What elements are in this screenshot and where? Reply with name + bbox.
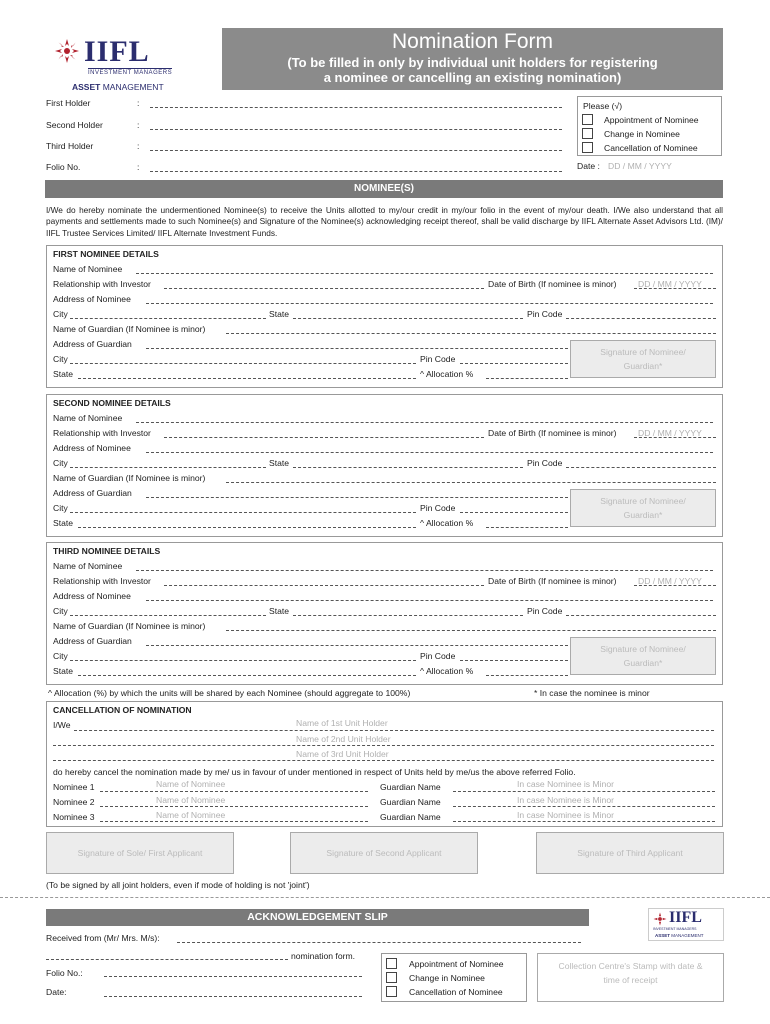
nominee-2-pin-label: Pin Code	[527, 458, 563, 468]
nominee-1-name-field[interactable]	[136, 273, 713, 274]
guardian-2-placeholder: In case Nominee is Minor	[517, 795, 614, 805]
date-field[interactable]: DD / MM / YYYY	[608, 161, 672, 171]
please-label: Please (√)	[583, 101, 623, 111]
unit-holder-2-placeholder: Name of 2nd Unit Holder	[296, 734, 391, 744]
nominee-3-guardian-state-field[interactable]	[78, 675, 416, 676]
colon: :	[137, 141, 140, 151]
ack-change-checkbox[interactable]	[386, 972, 397, 983]
nominee-1-dob-placeholder: DD / MM / YYYY	[638, 279, 702, 289]
logo	[44, 36, 194, 94]
nominee-1-state-label: State	[269, 309, 290, 319]
minor-note: * In case the nominee is minor	[534, 688, 650, 698]
first-holder-field[interactable]	[150, 107, 562, 108]
ack-date-label: Date:	[46, 987, 67, 997]
nominee-1-dob-label: Date of Birth (If nominee is minor)	[488, 279, 617, 289]
nominee-3-state-label: State	[269, 606, 290, 616]
nominee-1-name-label: Name of Nominee	[53, 264, 123, 274]
nominee-1-guardian-address-field[interactable]	[146, 348, 568, 349]
nominee-1-pin-field[interactable]	[566, 318, 716, 319]
nominee-3-name-label: Name of Nominee	[53, 561, 123, 571]
ack-change-label: Change in Nominee	[409, 973, 485, 983]
ack-logo-sub: INVESTMENT MANAGERS	[653, 927, 697, 931]
nominee-3-pin-field[interactable]	[566, 615, 716, 616]
unit-holder-2-field[interactable]	[53, 745, 714, 746]
nominee-1-allocation-label: ^ Allocation %	[420, 369, 474, 379]
nominee-2-guardian-city-label: City	[53, 503, 68, 513]
unit-holder-1-placeholder: Name of 1st Unit Holder	[296, 718, 388, 728]
cancel-nominee-1-field[interactable]	[100, 791, 368, 792]
nominee-3-guardian-city-label: City	[53, 651, 68, 661]
received-from-label: Received from (Mr/ Mrs. M/s):	[46, 933, 160, 943]
nominee-3-guardian-address-label: Address of Guardian	[53, 636, 132, 646]
nominee-1-title: FIRST NOMINEE DETAILS	[53, 249, 159, 259]
nominee-3-address-field[interactable]	[146, 600, 713, 601]
page-subtitle-line2: a nominee or cancelling an existing nomination)	[323, 70, 622, 85]
ack-folio-label: Folio No.:	[46, 968, 83, 978]
folio-label: Folio No.	[46, 162, 81, 172]
guardian-2-field[interactable]	[453, 806, 715, 807]
ack-logo	[648, 908, 724, 941]
nominee-2-dob-placeholder: DD / MM / YYYY	[638, 428, 702, 438]
guardian-1-field[interactable]	[453, 791, 715, 792]
change-label: Change in Nominee	[604, 129, 680, 139]
ack-date-field[interactable]	[104, 996, 362, 997]
nominee-1-guardian-address-label: Address of Guardian	[53, 339, 132, 349]
nominee-3-dob-placeholder: DD / MM / YYYY	[638, 576, 702, 586]
nominee-2-pin-field[interactable]	[566, 467, 716, 468]
nominee-1-relationship-field[interactable]	[164, 288, 484, 289]
nominee-3-guardian-city-field[interactable]	[70, 660, 416, 661]
cancel-nominee-3-field[interactable]	[100, 821, 368, 822]
nominee-2-relationship-field[interactable]	[164, 437, 484, 438]
nominee-1-guardian-pin-label: Pin Code	[420, 354, 456, 364]
cancellation-title: CANCELLATION OF NOMINATION	[53, 705, 192, 715]
nominee-3-allocation-label: ^ Allocation %	[420, 666, 474, 676]
declaration-text: I/We do hereby nominate the undermentioned Nominee(s) to receive the Units allotted to my/our credit in my/our folio in the event of my/our death. I/We also understand that all payments and settlements made to such Nominee(s) and Signature of the Nominee(s) acknowledging receipt thereof, shall be valid discharge by IIFL Alternate Asset Advisors Ltd. (IM)/ IIFL Trustee Services Limited/ IIFL Alternate Investment Funds.	[46, 205, 723, 238]
iwe-label: I/We	[53, 720, 71, 730]
nominee-3-state-field[interactable]	[293, 615, 523, 616]
nominee-2-guardian-address-field[interactable]	[146, 497, 568, 498]
nominee-2-guardian-name-field[interactable]	[226, 482, 716, 483]
stamp-text: Collection Centre's Stamp with date & time of receipt	[558, 961, 703, 985]
nominee-2-guardian-pin-label: Pin Code	[420, 503, 456, 513]
ack-appointment-checkbox[interactable]	[386, 958, 397, 969]
nominee-2-city-field[interactable]	[70, 467, 266, 468]
nominee-3-signature-box[interactable]: Signature of Nominee/ Guardian*	[570, 637, 716, 675]
nominee-3-allocation-field[interactable]	[486, 675, 568, 676]
nominee-2-guardian-state-field[interactable]	[78, 527, 416, 528]
page-title: Nomination Form	[391, 30, 554, 53]
nominee-3-guardian-pin-field[interactable]	[460, 660, 568, 661]
nominee-3-address-label: Address of Nominee	[53, 591, 131, 601]
second-holder-label: Second Holder	[46, 120, 103, 130]
nominee-2-signature-box[interactable]: Signature of Nominee/ Guardian*	[570, 489, 716, 527]
appointment-checkbox[interactable]	[582, 114, 593, 125]
nominee-1-city-field[interactable]	[70, 318, 266, 319]
nominee-2-state-label: State	[269, 458, 290, 468]
signature-third-applicant[interactable]: Signature of Third Applicant	[536, 832, 724, 874]
signature-second-applicant[interactable]: Signature of Second Applicant	[290, 832, 478, 874]
logo-emblem-icon	[54, 38, 80, 64]
third-holder-label: Third Holder	[46, 141, 94, 151]
guardian-2-label: Guardian Name	[380, 797, 441, 807]
nominee-1-address-label: Address of Nominee	[53, 294, 131, 304]
unit-holder-1-field[interactable]	[74, 730, 714, 731]
nominee-3-guardian-address-field[interactable]	[146, 645, 568, 646]
allocation-note: ^ Allocation (%) by which the units will be shared by each Nominee (should aggregate to 100%)	[48, 688, 411, 698]
nomination-form-field[interactable]	[46, 959, 288, 960]
guardian-1-label: Guardian Name	[380, 782, 441, 792]
nominee-3-guardian-state-label: State	[53, 666, 74, 676]
logo-brand: IIFL	[84, 35, 150, 68]
signature-first-applicant[interactable]: Signature of Sole/ First Applicant	[46, 832, 234, 874]
guardian-3-placeholder: In case Nominee is Minor	[517, 810, 614, 820]
ack-folio-field[interactable]	[104, 976, 362, 977]
ack-logo-asset: ASSET MANAGEMENT	[655, 933, 704, 938]
nominee-3-pin-label: Pin Code	[527, 606, 563, 616]
nominee-1-guardian-pin-field[interactable]	[460, 363, 568, 364]
date-label: Date :	[577, 161, 600, 171]
nominee-2-guardian-pin-field[interactable]	[460, 512, 568, 513]
cancel-nominee-3-placeholder: Name of Nominee	[156, 810, 226, 820]
colon: :	[137, 120, 140, 130]
folio-field[interactable]	[150, 171, 562, 172]
nominee-1-relationship-label: Relationship with Investor	[53, 279, 151, 289]
unit-holder-3-placeholder: Name of 3rd Unit Holder	[296, 749, 389, 759]
nominee-2-label: Nominee 2	[53, 797, 95, 807]
nominee-2-allocation-field[interactable]	[486, 527, 568, 528]
third-holder-field[interactable]	[150, 150, 562, 151]
cancellation-label: Cancellation of Nominee	[604, 143, 698, 153]
page-subtitle-line1: (To be filled in only by individual unit holders for registering	[287, 55, 658, 70]
ack-appointment-label: Appointment of Nominee	[409, 959, 504, 969]
nominee-3-dob-label: Date of Birth (If nominee is minor)	[488, 576, 617, 586]
nominee-2-name-label: Name of Nominee	[53, 413, 123, 423]
second-holder-field[interactable]	[150, 129, 562, 130]
nominee-2-city-label: City	[53, 458, 68, 468]
nominee-2-address-field[interactable]	[146, 452, 713, 453]
ack-logo-brand: IIFL	[669, 909, 702, 926]
nominee-3-relationship-label: Relationship with Investor	[53, 576, 151, 586]
cancellation-statement: do hereby cancel the nomination made by me/ us in favour of under mentioned in respect of Units held by me/us the above referred Folio.	[53, 767, 576, 777]
logo-asset-management: ASSET MANAGEMENT	[72, 82, 164, 92]
nominee-2-guardian-city-field[interactable]	[70, 512, 416, 513]
nominee-2-allocation-label: ^ Allocation %	[420, 518, 474, 528]
ack-logo-emblem-icon	[653, 912, 667, 926]
nominee-1-guardian-name-label: Name of Guardian (If Nominee is minor)	[53, 324, 206, 334]
cancel-nominee-2-field[interactable]	[100, 806, 368, 807]
unit-holder-3-field[interactable]	[53, 760, 714, 761]
appointment-label: Appointment of Nominee	[604, 115, 699, 125]
nominee-3-name-field[interactable]	[136, 570, 713, 571]
guardian-3-label: Guardian Name	[380, 812, 441, 822]
nominee-3-title: THIRD NOMINEE DETAILS	[53, 546, 161, 556]
nominee-1-state-field[interactable]	[293, 318, 523, 319]
nominee-2-dob-label: Date of Birth (If nominee is minor)	[488, 428, 617, 438]
nominee-2-guardian-address-label: Address of Guardian	[53, 488, 132, 498]
nominee-3-relationship-field[interactable]	[164, 585, 484, 586]
nominee-3-guardian-name-field[interactable]	[226, 630, 716, 631]
cancel-nominee-1-placeholder: Name of Nominee	[156, 779, 226, 789]
cut-line	[0, 897, 770, 898]
signature-note: (To be signed by all joint holders, even if mode of holding is not 'joint')	[46, 880, 310, 890]
nominee-3-city-label: City	[53, 606, 68, 616]
nominee-2-guardian-state-label: State	[53, 518, 74, 528]
guardian-1-placeholder: In case Nominee is Minor	[517, 779, 614, 789]
change-checkbox[interactable]	[582, 128, 593, 139]
nominees-header: NOMINEE(S)	[45, 180, 723, 198]
colon: :	[137, 98, 140, 108]
nominee-1-guardian-state-field[interactable]	[78, 378, 416, 379]
nominee-1-label: Nominee 1	[53, 782, 95, 792]
nominee-2-guardian-name-label: Name of Guardian (If Nominee is minor)	[53, 473, 206, 483]
nomination-form-label: nomination form.	[291, 951, 356, 961]
logo-sub: INVESTMENT MANAGERS	[88, 70, 173, 76]
nominee-2-relationship-label: Relationship with Investor	[53, 428, 151, 438]
nominee-1-signature-box[interactable]: Signature of Nominee/ Guardian*	[570, 340, 716, 378]
nominee-3-city-field[interactable]	[70, 615, 266, 616]
nominee-1-city-label: City	[53, 309, 68, 319]
colon: :	[137, 162, 140, 172]
nominee-2-address-label: Address of Nominee	[53, 443, 131, 453]
first-holder-label: First Holder	[46, 98, 91, 108]
guardian-3-field[interactable]	[453, 821, 715, 822]
nominee-2-state-field[interactable]	[293, 467, 523, 468]
ack-cancellation-checkbox[interactable]	[386, 986, 397, 997]
nominee-1-address-field[interactable]	[146, 303, 713, 304]
nominee-2-title: SECOND NOMINEE DETAILS	[53, 398, 171, 408]
nominee-1-guardian-name-field[interactable]	[226, 333, 716, 334]
nominee-1-guardian-city-label: City	[53, 354, 68, 364]
received-from-field[interactable]	[177, 942, 581, 943]
nominee-1-allocation-field[interactable]	[486, 378, 568, 379]
nominee-1-guardian-state-label: State	[53, 369, 74, 379]
nominee-1-pin-label: Pin Code	[527, 309, 563, 319]
ack-title: ACKNOWLEDGEMENT SLIP	[46, 909, 589, 926]
nominee-2-name-field[interactable]	[136, 422, 713, 423]
nominee-3-label: Nominee 3	[53, 812, 95, 822]
nominee-3-guardian-name-label: Name of Guardian (If Nominee is minor)	[53, 621, 206, 631]
cancel-nominee-2-placeholder: Name of Nominee	[156, 795, 226, 805]
cancellation-checkbox[interactable]	[582, 142, 593, 153]
nominee-3-guardian-pin-label: Pin Code	[420, 651, 456, 661]
ack-cancellation-label: Cancellation of Nominee	[409, 987, 503, 997]
nominee-1-guardian-city-field[interactable]	[70, 363, 416, 364]
